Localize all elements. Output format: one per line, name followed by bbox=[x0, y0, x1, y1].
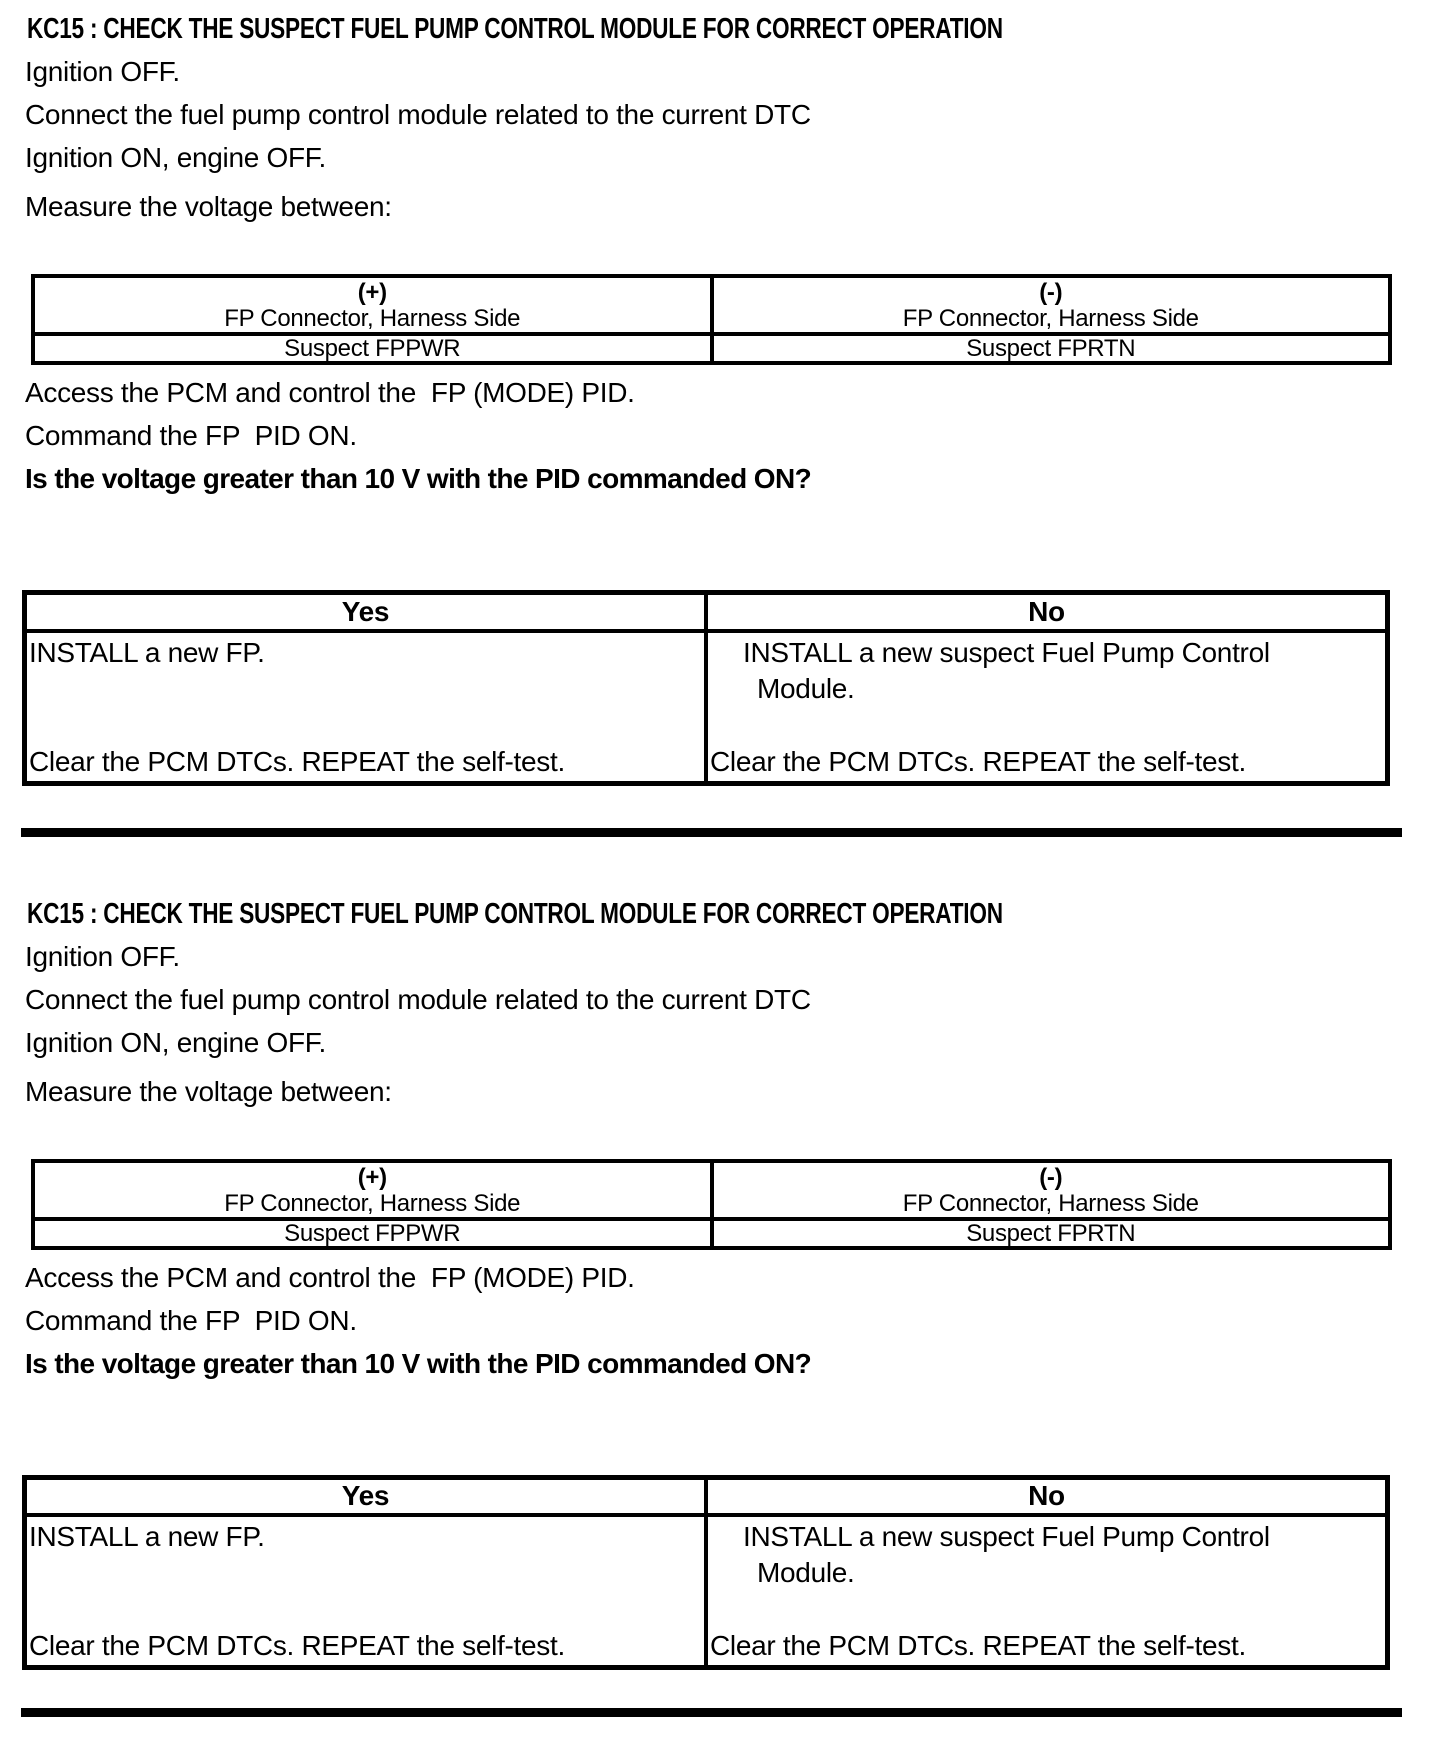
command-line: Command the FP PID ON. bbox=[25, 1304, 357, 1336]
connector-label: FP Connector, Harness Side bbox=[902, 305, 1199, 332]
positive-probe-cell bbox=[33, 1161, 712, 1219]
no-cell bbox=[706, 631, 1388, 784]
command-line: Command the FP PID ON. bbox=[25, 420, 357, 451]
yes-cell bbox=[25, 631, 707, 784]
step-line: Connect the fuel pump control module related to the current DTC bbox=[25, 99, 811, 130]
connector-label: FP Connector, Harness Side bbox=[224, 1189, 521, 1217]
yes-cell-content bbox=[27, 1517, 704, 1665]
decision-table bbox=[22, 1475, 1390, 1671]
question-line: Is the voltage greater than 10 V with the PID commanded ON? bbox=[25, 1347, 812, 1379]
polarity-positive-label: (+) bbox=[357, 279, 387, 306]
yes-footer: Clear the PCM DTCs. REPEAT the self-test. bbox=[29, 1630, 565, 1661]
procedure-section bbox=[0, 897, 1440, 1671]
connector-label: FP Connector, Harness Side bbox=[224, 305, 521, 332]
section-heading: KC15 : CHECK THE SUSPECT FUEL PUMP CONTROL MODULE FOR CORRECT OPERATION bbox=[27, 897, 1003, 930]
no-header: No bbox=[706, 593, 1388, 631]
no-footer: Clear the PCM DTCs. REPEAT the self-test. bbox=[710, 745, 1246, 777]
no-header: No bbox=[706, 1477, 1388, 1515]
page-root bbox=[0, 13, 1440, 1764]
no-cell-content bbox=[708, 633, 1385, 781]
no-cell-content bbox=[708, 1517, 1385, 1665]
pin-label: Suspect FPRTN bbox=[712, 334, 1391, 363]
no-action: INSTALL a new suspect Fuel Pump Control Module. bbox=[743, 636, 1270, 704]
voltage-table-pin-row bbox=[33, 334, 1390, 363]
yes-cell-content bbox=[27, 633, 704, 781]
yes-cell bbox=[25, 1515, 707, 1668]
pin-label: Suspect FPPWR bbox=[33, 1219, 712, 1248]
yes-footer: Clear the PCM DTCs. REPEAT the self-test. bbox=[29, 745, 565, 777]
yes-header: Yes bbox=[25, 593, 707, 631]
negative-probe-cell bbox=[712, 276, 1391, 334]
access-line: Access the PCM and control the FP (MODE) PID. bbox=[25, 377, 635, 408]
step-list bbox=[0, 50, 1440, 179]
yes-action: INSTALL a new FP. bbox=[29, 636, 265, 668]
step-line: Connect the fuel pump control module related to the current DTC bbox=[25, 983, 811, 1015]
polarity-negative-label: (-) bbox=[1039, 279, 1063, 306]
step-list bbox=[0, 935, 1440, 1064]
voltage-measurement-table bbox=[31, 1159, 1392, 1250]
access-line: Access the PCM and control the FP (MODE) PID. bbox=[25, 1261, 635, 1293]
no-footer: Clear the PCM DTCs. REPEAT the self-test. bbox=[710, 1630, 1246, 1661]
voltage-table-header-row bbox=[33, 276, 1390, 334]
measure-label: Measure the voltage between: bbox=[25, 1075, 392, 1107]
connector-label: FP Connector, Harness Side bbox=[902, 1189, 1199, 1217]
decision-table-body-row bbox=[25, 631, 1388, 784]
voltage-measurement-table bbox=[31, 274, 1392, 365]
step-line: Ignition ON, engine OFF. bbox=[25, 1026, 326, 1058]
no-action: INSTALL a new suspect Fuel Pump Control Module. bbox=[743, 1521, 1270, 1588]
step-line: Ignition OFF. bbox=[25, 940, 180, 972]
no-cell bbox=[706, 1515, 1388, 1668]
decision-table-body-row bbox=[25, 1515, 1388, 1668]
page-end-divider bbox=[21, 1708, 1402, 1717]
measure-label: Measure the voltage between: bbox=[25, 191, 392, 222]
yes-header: Yes bbox=[25, 1477, 707, 1515]
decision-table-header-row bbox=[25, 1477, 1388, 1515]
polarity-negative-label: (-) bbox=[1039, 1163, 1063, 1191]
step-line: Ignition ON, engine OFF. bbox=[25, 142, 326, 173]
pin-label: Suspect FPRTN bbox=[712, 1219, 1391, 1248]
yes-action: INSTALL a new FP. bbox=[29, 1521, 265, 1552]
voltage-table-header-row bbox=[33, 1161, 1390, 1219]
procedure-section bbox=[0, 13, 1440, 786]
polarity-positive-label: (+) bbox=[357, 1163, 387, 1191]
positive-probe-cell bbox=[33, 276, 712, 334]
decision-table-header-row bbox=[25, 593, 1388, 631]
decision-table bbox=[22, 590, 1390, 786]
voltage-table-pin-row bbox=[33, 1219, 1390, 1248]
question-line: Is the voltage greater than 10 V with the PID commanded ON? bbox=[25, 463, 812, 494]
step-line: Ignition OFF. bbox=[25, 56, 180, 87]
section-heading: KC15 : CHECK THE SUSPECT FUEL PUMP CONTROL MODULE FOR CORRECT OPERATION bbox=[27, 13, 1003, 45]
pin-label: Suspect FPPWR bbox=[33, 334, 712, 363]
section-divider bbox=[21, 828, 1402, 837]
negative-probe-cell bbox=[712, 1161, 1391, 1219]
